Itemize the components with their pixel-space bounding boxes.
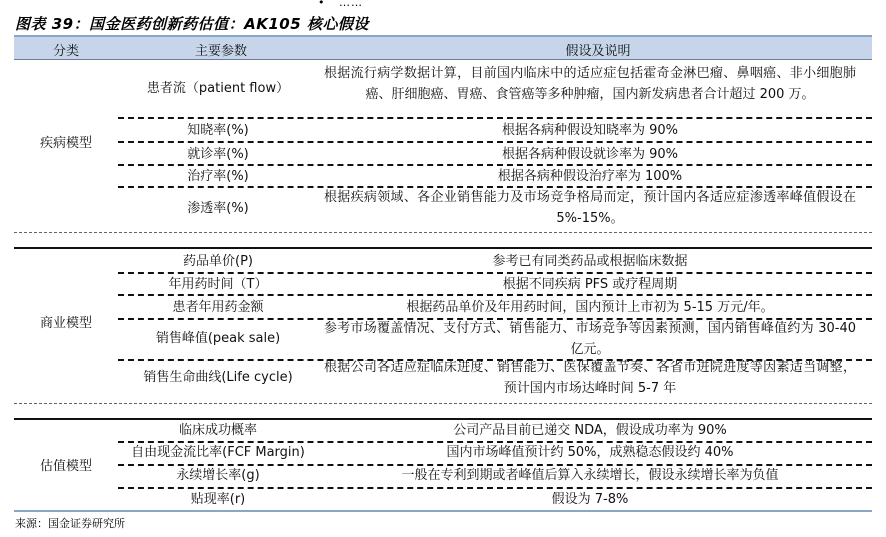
section-separator [14, 232, 872, 233]
desc-awareness: 根据各病种假设知晓率为 90% [501, 123, 679, 138]
param-clinical-success: 临床成功概率 [178, 423, 257, 438]
section-top-rule [14, 247, 872, 249]
category-disease-model: 疾病模型 [39, 136, 92, 151]
desc-penetration: 根据疾病领域、各企业销售能力及市场竞争格局而定，预计国内各适应症渗透率峰值假设在 5%-15%。 [324, 190, 856, 226]
desc-life-cycle: 根据公司各适应症临床进度、销售能力、医保覆盖节奏、各省市进院进度等因素适当调整，预计国内市场达峰时间 5-7 年 [324, 360, 856, 396]
param-treatment-rate: 治疗率(%) [187, 169, 249, 184]
param-perpetual-growth: 永续增长率(g) [176, 468, 260, 483]
desc-patient-flow: 根据流行病学数据计算，目前国内临床中的适应症包括霍奇金淋巴瘤、鼻咽癌、非小细胞肺癌、肝细胞癌、胃癌、食管癌等多种肿瘤，国内新发病患者合计超过 200 万。 [324, 66, 856, 102]
header-rule [14, 59, 872, 60]
table-header [14, 37, 872, 59]
desc-treatment-rate: 根据各病种假设治疗率为 100% [497, 169, 683, 184]
param-fcf-margin: 自由现金流比率(FCF Margin) [131, 445, 305, 460]
figure-title: 图表 39：国金医药创新药估值：AK105 核心假设 [15, 15, 369, 33]
header-param: 主要参数 [194, 44, 247, 59]
desc-annual-cost: 根据药品单价及年用药时间，国内预计上市初为 5-15 万元/年。 [406, 300, 774, 315]
desc-annual-time: 根据不同疾病 PFS 或疗程周期 [502, 277, 678, 292]
desc-fcf-margin: 国内市场峰值预计约 50%，成熟稳态假设约 40% [446, 445, 734, 460]
header-category: 分类 [52, 44, 79, 59]
desc-visit-rate: 根据各病种假设就诊率为 90% [501, 147, 679, 162]
param-discount-rate: 贴现率(r) [190, 492, 246, 507]
category-commercial-model: 商业模型 [39, 316, 92, 331]
row-divider [118, 141, 872, 143]
param-life-cycle: 销售生命曲线(Life cycle) [143, 370, 293, 385]
param-visit-rate: 就诊率(%) [187, 147, 249, 162]
param-unit-price: 药品单价(P) [183, 254, 253, 269]
desc-perpetual-growth: 一般在专利到期或者峰值后算入永续增长，假设永续增长率为负值 [401, 468, 779, 483]
param-awareness: 知晓率(%) [187, 123, 249, 138]
header-desc: 假设及说明 [565, 44, 631, 59]
desc-unit-price: 参考已有同类药品或根据临床数据 [492, 254, 688, 269]
source-note: 来源：国金证券研究所 [15, 517, 125, 530]
page-top-mark: • …… [318, 0, 363, 9]
desc-clinical-success: 公司产品目前已递交 NDA，假设成功率为 90% [453, 423, 727, 438]
param-annual-cost: 患者年用药金额 [172, 300, 264, 315]
desc-peak-sale: 参考市场覆盖情况、支付方式、销售能力、市场竞争等因素预测，国内销售峰值约为 30-40 亿元。 [324, 321, 856, 357]
desc-discount-rate: 假设为 7-8% [551, 492, 629, 507]
category-valuation-model: 估值模型 [39, 459, 92, 474]
param-annual-time: 年用药时间（T） [168, 277, 268, 292]
row-divider [118, 294, 872, 296]
param-penetration: 渗透率(%) [187, 201, 249, 216]
section-separator [14, 403, 872, 404]
param-patient-flow: 患者流（patient flow） [146, 81, 290, 96]
row-divider [118, 117, 872, 119]
param-peak-sale: 销售峰值(peak sale) [155, 331, 281, 346]
table-bottom-rule [14, 510, 872, 512]
